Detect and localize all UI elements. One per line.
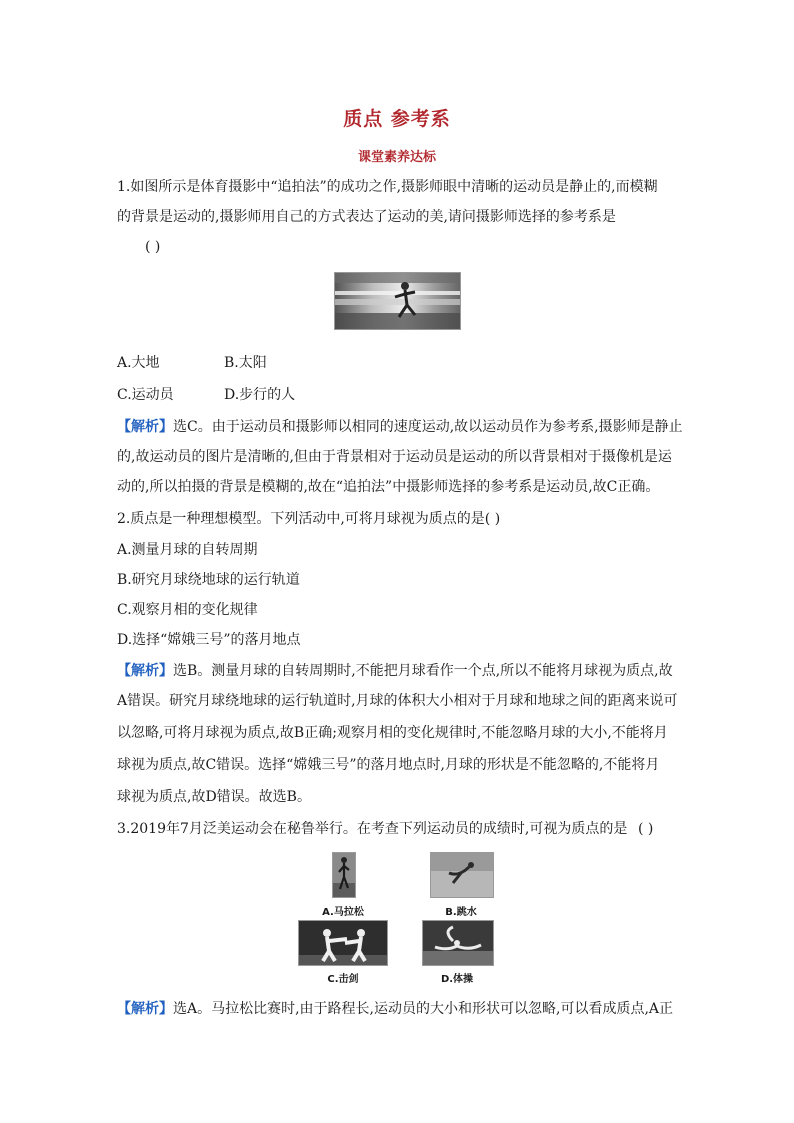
- q2-option-a: A.测量月球的自转周期: [117, 542, 258, 558]
- q1-photo-runner: [334, 272, 461, 330]
- q3-caption-b: B.跳水: [445, 907, 477, 918]
- q1-stem-line2: 的背景是运动的,摄影师用自己的方式表达了运动的美,请问摄影师选择的参考系是: [117, 209, 616, 225]
- page-title: 质点 参考系: [343, 108, 451, 130]
- q2-analysis-line2: A错误。研究月球绕地球的运行轨道时,月球的体积大小相对于月球和地球之间的距离来说可: [117, 693, 678, 709]
- q1-analysis-line2: 的,故运动员的图片是清晰的,但由于背景相对于运动员是运动的所以背景相对于摄像机是运: [117, 449, 672, 465]
- q3-caption-a: A.马拉松: [322, 907, 364, 918]
- q1-answer-blank: ( ): [145, 239, 161, 255]
- q1-analysis-text1: 选C。由于运动员和摄影师以相同的速度运动,故以运动员作为参考系,摄影师是静止: [173, 419, 683, 435]
- gymnast-graphic: [423, 921, 493, 965]
- q1-analysis-line1: [117, 418, 687, 436]
- q3-photo-fencing: [298, 920, 388, 966]
- section-subtitle: 课堂素养达标: [357, 150, 436, 165]
- q1-stem-line1: 1.如图所示是体育摄影中“追拍法”的成功之作,摄影师眼中清晰的运动员是静止的,而模糊: [117, 179, 658, 195]
- q3-analysis-line1: [117, 1000, 687, 1018]
- diver-graphic: [431, 853, 493, 897]
- q3-photo-diving: [430, 852, 494, 898]
- marathon-runner-graphic: [333, 853, 355, 897]
- q1-option-b: B.太阳: [224, 355, 267, 371]
- q2-analysis-line1: [117, 662, 687, 680]
- analysis-tag: 【解析】: [117, 663, 173, 679]
- q2-analysis-line4: 球视为质点,故C错误。选择“嫦娥三号”的落月地点时,月球的形状是不能忽略的,不能将月: [117, 757, 660, 773]
- q2-stem: 2.质点是一种理想模型。下列活动中,可将月球视为质点的是( ): [117, 511, 501, 527]
- q3-photo-gymnastics: [422, 920, 494, 966]
- q1-analysis-line3: 动的,所以拍摄的背景是模糊的,故在“追拍法”中摄影师选择的参考系是运动员,故C正确。: [117, 479, 660, 495]
- q3-caption-d: D.体操: [440, 974, 474, 985]
- q1-option-a: A.大地: [117, 355, 160, 371]
- analysis-tag: 【解析】: [117, 1001, 173, 1017]
- q1-option-d: D.步行的人: [224, 387, 296, 403]
- q3-answer-blank: ( ): [638, 821, 654, 837]
- q2-analysis-line3: 以忽略,可将月球视为质点,故B正确;观察月相的变化规律时,不能忽略月球的大小,不能将月: [117, 725, 668, 741]
- q3-stem: 3.2019年7月泛美运动会在秘鲁举行。在考查下列运动员的成绩时,可视为质点的是: [117, 821, 628, 837]
- runner-photo-graphic: [335, 273, 460, 329]
- q2-option-b: B.研究月球绕地球的运行轨道: [117, 572, 300, 588]
- fencers-graphic: [299, 921, 387, 965]
- q3-photo-marathon: [332, 852, 356, 898]
- q3-caption-c: C.击剑: [327, 974, 359, 985]
- q3-analysis-text1: 选A。马拉松比赛时,由于路程长,运动员的大小和形状可以忽略,可以看成质点,A正: [173, 1001, 674, 1017]
- analysis-tag: 【解析】: [117, 419, 173, 435]
- q2-option-d: D.选择“嫦娥三号”的落月地点: [117, 632, 301, 648]
- q2-analysis-line5: 球视为质点,故D错误。故选B。: [117, 789, 311, 805]
- q2-option-c: C.观察月相的变化规律: [117, 602, 258, 618]
- q1-option-c: C.运动员: [117, 387, 174, 403]
- q2-analysis-text1: 选B。测量月球的自转周期时,不能把月球看作一个点,所以不能将月球视为质点,故: [173, 663, 673, 679]
